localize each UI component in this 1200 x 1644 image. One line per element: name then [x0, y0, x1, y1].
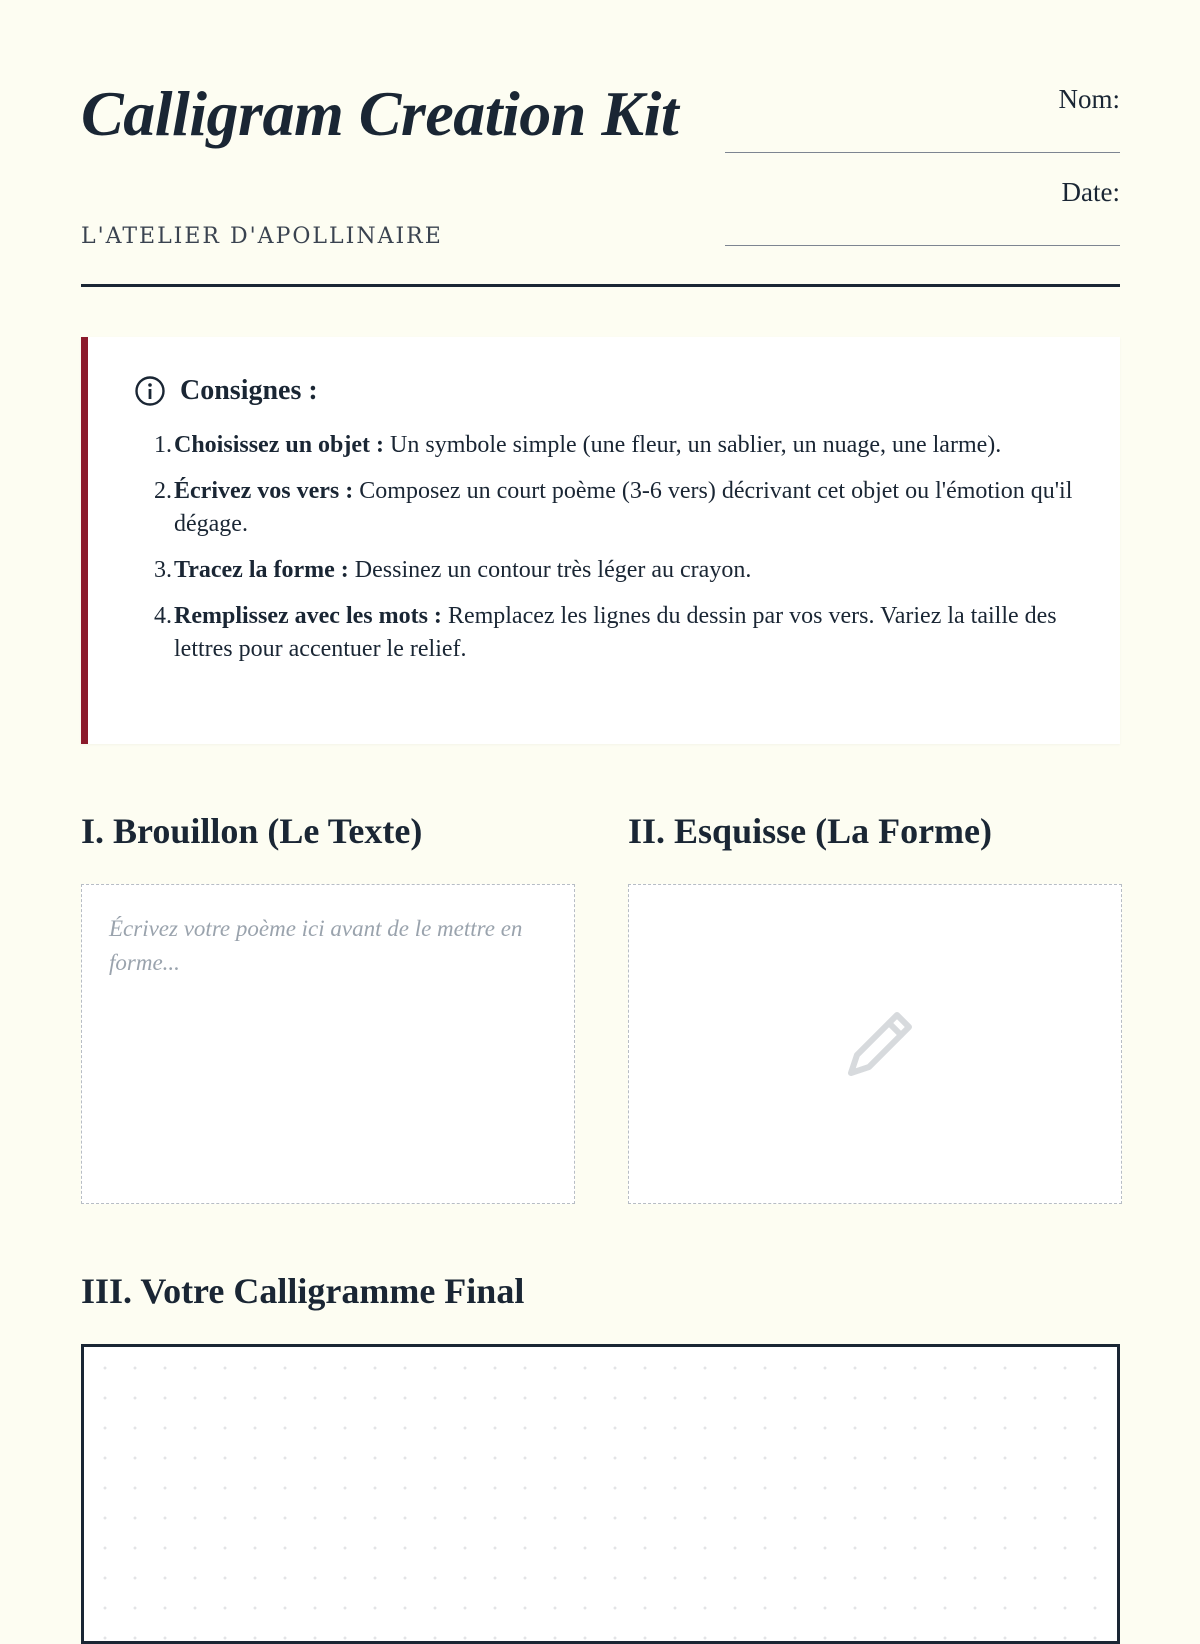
instruction-item — [148, 475, 1088, 541]
date-field[interactable] — [725, 177, 1120, 208]
instruction-item — [148, 554, 1088, 587]
instruction-text: Dessinez un contour très léger au crayon. — [348, 557, 752, 583]
draft-placeholder: Écrivez votre poème ici avant de le mettre en forme... — [109, 916, 523, 975]
final-section-title: III. Votre Calligramme Final — [81, 1271, 525, 1311]
instruction-heading: Tracez la forme : — [174, 557, 349, 583]
header — [81, 0, 1120, 287]
instruction-item — [148, 429, 1088, 462]
instruction-text: Remplacez les lignes du dessin par vos vers. Variez la taille des lettres pour accentuer le relief. — [174, 603, 1057, 662]
instruction-item — [148, 600, 1088, 666]
instructions-title: Consignes : — [180, 375, 318, 406]
draft-section-title: I. Brouillon (Le Texte) — [81, 811, 423, 851]
sketch-section-title: II. Esquisse (La Forme) — [628, 811, 993, 851]
instructions-list — [148, 429, 1088, 679]
draft-textarea[interactable] — [81, 884, 575, 1204]
date-line[interactable] — [725, 245, 1120, 246]
date-label: Date: — [1061, 177, 1120, 207]
final-calligram-canvas[interactable] — [81, 1344, 1120, 1644]
name-field[interactable] — [725, 84, 1120, 115]
sketch-area[interactable] — [628, 884, 1122, 1204]
instructions-box — [81, 337, 1120, 744]
instruction-heading: Remplissez avec les mots : — [174, 603, 442, 629]
instruction-heading: Écrivez vos vers : — [174, 478, 354, 504]
worksheet-page — [81, 0, 1120, 1311]
name-label: Nom: — [1058, 84, 1120, 114]
instruction-number: 4. — [154, 603, 172, 629]
instruction-heading: Choisissez un objet : — [174, 432, 385, 458]
instruction-text: Composez un court poème (3-6 vers) décrivant cet objet ou l'émotion qu'il dégage. — [174, 478, 1073, 537]
instruction-number: 3. — [154, 557, 172, 583]
page-subtitle: L'ATELIER D'APOLLINAIRE — [81, 224, 443, 249]
info-icon — [134, 375, 166, 407]
pencil-icon — [839, 1005, 919, 1085]
page-title: Calligram Creation Kit — [81, 78, 679, 149]
instructions-header — [134, 375, 318, 407]
name-line[interactable] — [725, 152, 1120, 153]
instruction-number: 2. — [154, 478, 172, 504]
instruction-text: Un symbole simple (une fleur, un sablier, un nuage, une larme). — [384, 432, 1002, 458]
instruction-number: 1. — [154, 432, 172, 458]
